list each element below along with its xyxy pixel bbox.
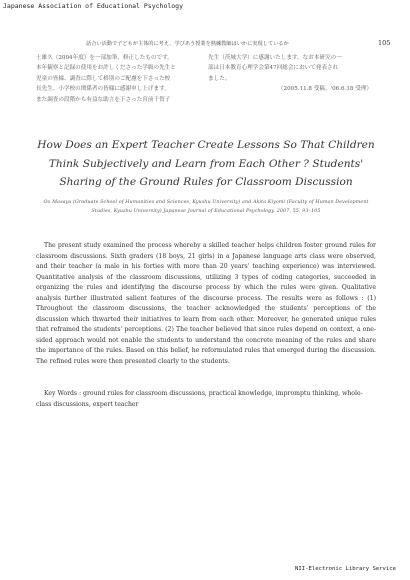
acknowledgements-left-column bbox=[36, 53, 196, 105]
footer-service-label: NII-Electronic Library Service bbox=[295, 566, 397, 572]
running-head: 話合い活動で子どもが主体的に考え、学びあう授業を熟練教師はいかに実現しているか bbox=[86, 41, 289, 47]
acknowledgement-line: 士雄久（2004年度）を一部加筆、修正したものです。 bbox=[36, 55, 173, 61]
journal-header: Japanese Association of Educational Psychology bbox=[3, 2, 184, 10]
article-title: How Does an Expert Teacher Create Lessons So That Children Think Subjectively and Learn from Each Other ? Students' Sharing of the Ground Rules for Classroom Discussion bbox=[37, 139, 375, 188]
abstract-paragraph: The present study examined the process whereby a skilled teacher helps children foster ground rules for classroom discussions. Sixth graders (18 boys, 21 girls) in a Japanese language arts class were observed, and their teacher (a male in his forties with more than 20 years' teaching experience) was interviewed. Quantitative analysis of the classroom discussions, utilizing 3 types of coding categories, succeeded in organizing the rules and identifying the discourse process by which the rules were given. Qualitative analysis further illustrated salient features of the discourse process. The results were as follows : (1) Throughout the classroom discussions, the teacher acknowledged the students' perceptions of the discussion which thwarted their initiatives to learn from each other. Moreover, he generated unique rules that reframed the students' perceptions. (2) The teacher believed that since rules depend on context, a one-sided approach would not enable the students to understand the concrete meaning of the rules and share the importance of the rules. Based on this belief, he reformulated rules that emerged during the discussion. The refined rules were then presented clearly to the students. bbox=[36, 242, 376, 366]
acknowledgements-right-column bbox=[208, 53, 380, 95]
acknowledgement-line: また調査の段階から有益な助言を下さった宮前千賀子 bbox=[36, 96, 171, 103]
acknowledgement-line: ました。 bbox=[208, 75, 231, 82]
key-words: Key Words : ground rules for classroom discussions, practical knowledge, impromptu thinking, whole-class discussions, expert teacher bbox=[36, 390, 363, 408]
acknowledgement-line: 児童の皆様、調査に際して格別のご配慮を下さった校 bbox=[36, 75, 171, 82]
acknowledgement-line: 先生（茨城大学）に感謝いたします。なお本研究の一 bbox=[208, 55, 342, 61]
acknowledgement-line: 本年観察と記録の使用をお許しくださった学級の先生と bbox=[36, 65, 176, 72]
acknowledgement-line: 長先生、小学校の関係者の皆様に感謝申し上げます。 bbox=[36, 86, 170, 93]
received-accepted-dates: （2005.11.8 受稿、'06.6.18 受理） bbox=[277, 86, 372, 93]
acknowledgement-line: 部は日本教育心理学会第47回総会において発表され bbox=[208, 65, 339, 72]
author-affiliation: Oo Masaya (Graduate School of Humanities and Sciences, Kyushu University) and Akita Kiyomi (Faculty of Human Development Studies, Kyushu University) Japanese Journal of Educational Psychology, 2007, 55, 93–105 bbox=[43, 200, 369, 215]
page-number: 105 bbox=[378, 39, 391, 47]
